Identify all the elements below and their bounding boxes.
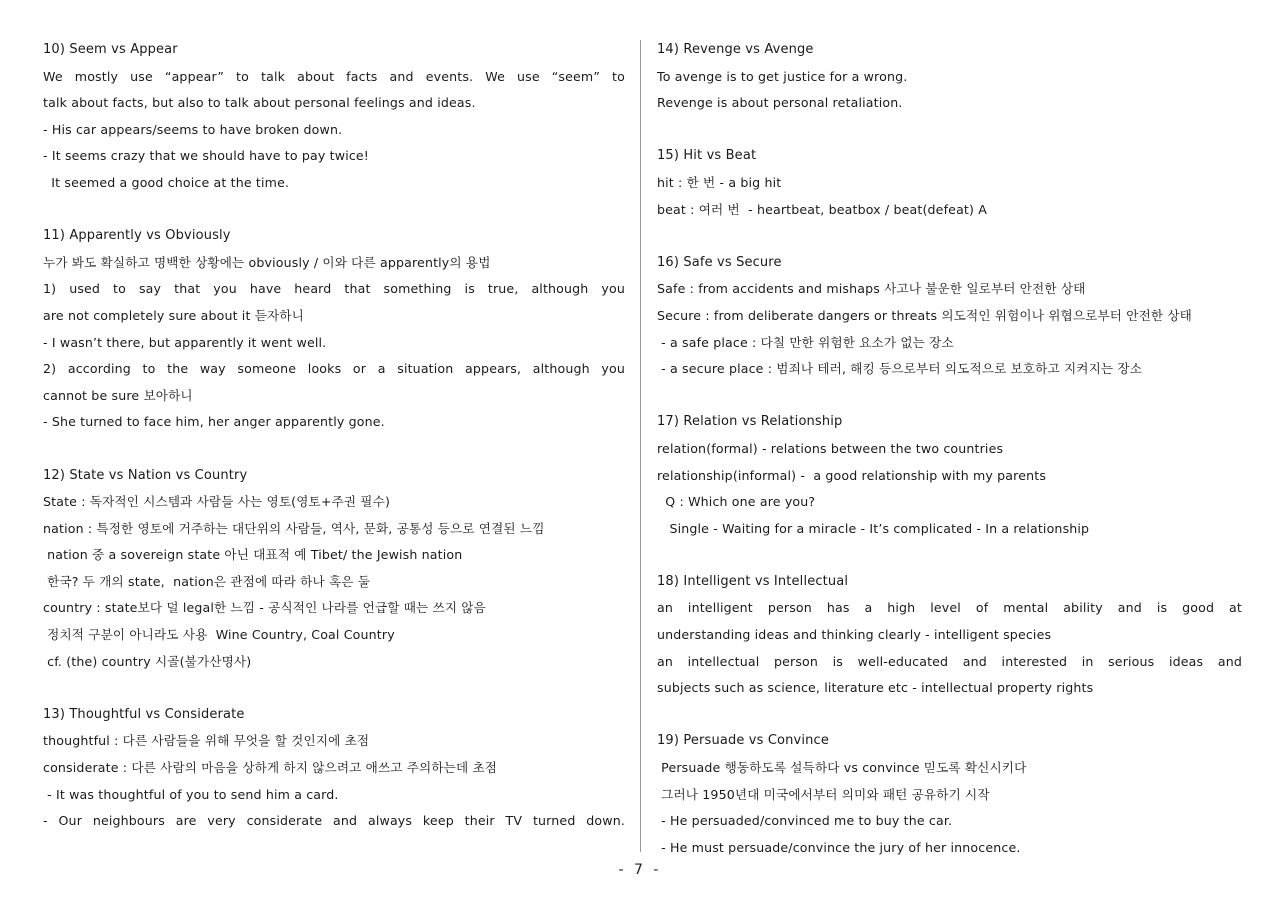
section-heading: 18) Intelligent vs Intellectual [657, 573, 849, 589]
blank-line [43, 197, 625, 224]
text-line: relation(formal) - relations between the two countries [657, 440, 1004, 456]
text-line: cannot be sure 보아하니 [43, 387, 193, 403]
text-line: - He must persuade/convince the jury of her innocence. [657, 839, 1021, 855]
text-line: - His car appears/seems to have broken down. [43, 121, 343, 137]
blank-line [657, 223, 1242, 250]
section-heading: 17) Relation vs Relationship [657, 414, 843, 430]
text-line: country : state보다 덜 legal한 느낌 - 공식적인 나라를 언급할 때는 쓰지 않음 [43, 600, 486, 616]
text-line: We mostly use “appear” to talk about facts and events. We use “seem” to [43, 68, 625, 84]
text-line: understanding ideas and thinking clearly - intelligent species [657, 627, 1052, 643]
text-line: Q : Which one are you? [657, 494, 816, 510]
blank-line [43, 436, 625, 463]
section-heading: 19) Persuade vs Convince [657, 733, 829, 749]
section-heading: 16) Safe vs Secure [657, 254, 782, 270]
text-line: subjects such as science, literature etc - intellectual property rights [657, 680, 1094, 696]
text-line: nation : 특정한 영토에 거주하는 대단위의 사람들, 역사, 문화, 공통성 등으로 연결된 느낌 [43, 520, 545, 536]
blank-line [657, 542, 1242, 569]
text-line: 한국? 두 개의 state, nation은 관점에 따라 하나 혹은 둘 [43, 573, 371, 589]
text-line: considerate : 다른 사람의 마음을 상하게 하지 않으려고 애쓰고 주의하는데 초점 [43, 760, 498, 776]
text-line: are not completely sure about it 듣자하니 [43, 307, 304, 323]
section-heading: 10) Seem vs Appear [43, 42, 178, 57]
column-divider [640, 40, 641, 852]
text-line: 정치적 구분이 아니라도 사용 Wine Country, Coal Country [43, 627, 395, 643]
text-line: an intellectual person is well-educated and interested in serious ideas and [657, 653, 1242, 669]
text-line: nation 중 a sovereign state 아닌 대표적 예 Tibet/ the Jewish nation [43, 547, 463, 563]
text-line: - It was thoughtful of you to send him a card. [43, 786, 339, 802]
blank-line [657, 702, 1242, 729]
text-line: Persuade 행동하도록 설득하다 vs convince 믿도록 확신시키다 [657, 760, 1027, 776]
left-column [43, 37, 625, 835]
page-number: - 7 - [618, 862, 662, 878]
blank-line [43, 675, 625, 702]
section-heading: 15) Hit vs Beat [657, 148, 757, 164]
section-heading: 12) State vs Nation vs Country [43, 467, 248, 483]
blank-line [657, 383, 1242, 410]
text-line: State : 독자적인 시스템과 사람들 사는 영토(영토+주권 필수) [43, 494, 391, 510]
text-line: an intelligent person has a high level of mental ability and is good at [657, 600, 1242, 616]
text-line: Secure : from deliberate dangers or threats 의도적인 위험이나 위협으로부터 안전한 상태 [657, 307, 1192, 323]
text-line: cf. (the) country 시골(불가산명사) [43, 653, 252, 669]
text-line: thoughtful : 다른 사람들을 위해 무엇을 할 것인지에 초점 [43, 733, 370, 749]
text-line: It seemed a good choice at the time. [43, 174, 290, 190]
text-line: - She turned to face him, her anger apparently gone. [43, 414, 385, 430]
text-line: - I wasn’t there, but apparently it went well. [43, 334, 327, 350]
text-line: To avenge is to get justice for a wrong. [657, 68, 908, 84]
text-line: - He persuaded/convinced me to buy the car. [657, 813, 953, 829]
text-line: beat : 여러 번 - heartbeat, beatbox / beat(defeat) A [657, 201, 987, 217]
text-line: relationship(informal) - a good relationship with my parents [657, 467, 1047, 483]
text-line: 누가 봐도 확실하고 명백한 상황에는 obviously / 이와 다른 apparently의 용법 [43, 254, 491, 270]
text-line: 1) used to say that you have heard that something is true, although you [43, 281, 625, 297]
section-heading: 13) Thoughtful vs Considerate [43, 706, 245, 722]
text-line: - a secure place : 범죄나 테러, 해킹 등으로부터 의도적으로 보호하고 지켜지는 장소 [657, 361, 1143, 377]
text-line: talk about facts, but also to talk about personal feelings and ideas. [43, 95, 476, 111]
text-line: 그러나 1950년대 미국에서부터 의미와 패턴 공유하기 시작 [657, 786, 990, 802]
text-line: - Our neighbours are very considerate and always keep their TV turned down. [43, 813, 625, 829]
blank-line [657, 117, 1242, 144]
section-heading: 11) Apparently vs Obviously [43, 228, 231, 244]
text-line: hit : 한 번 - a big hit [657, 174, 782, 190]
text-line: 2) according to the way someone looks or a situation appears, although you [43, 361, 625, 377]
text-line: Single - Waiting for a miracle - It’s complicated - In a relationship [657, 520, 1090, 536]
right-column [657, 37, 1242, 861]
text-line: - It seems crazy that we should have to pay twice! [43, 148, 370, 164]
section-heading: 14) Revenge vs Avenge [657, 42, 814, 57]
text-line: Safe : from accidents and mishaps 사고나 불운한 일로부터 안전한 상태 [657, 281, 1086, 297]
text-line: Revenge is about personal retaliation. [657, 95, 903, 111]
text-line: - a safe place : 다칠 만한 위험한 요소가 없는 장소 [657, 334, 954, 350]
